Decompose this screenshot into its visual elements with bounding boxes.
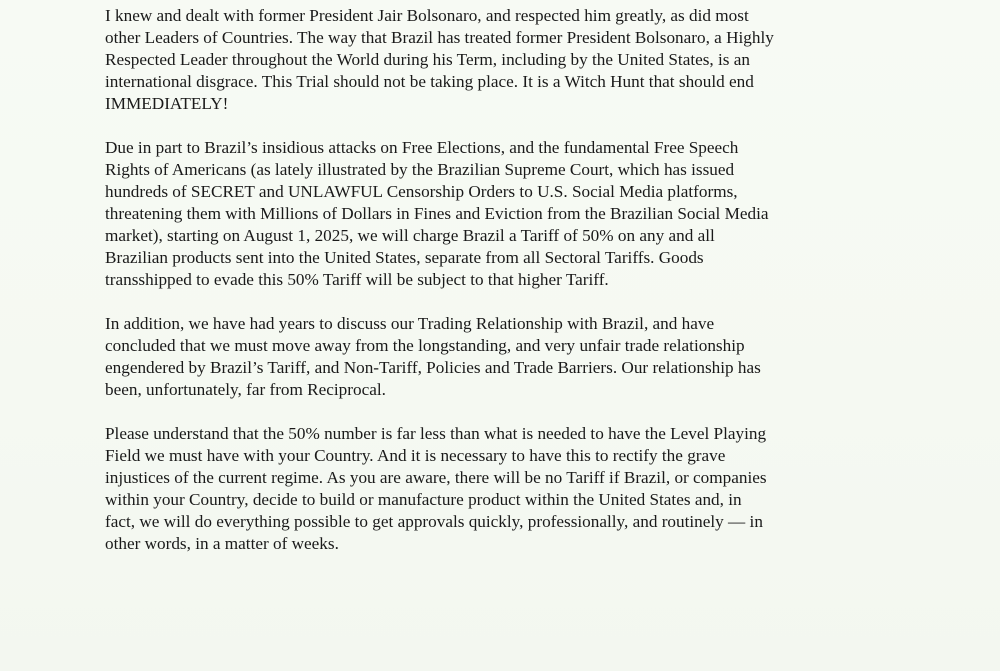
paragraph-level-playing-field — [105, 423, 885, 555]
text-line: been, unfortunately, far from Reciprocal. — [105, 380, 386, 399]
text-line: injustices of the current regime. As you are aware, there will be no Tariff if Brazil, or companies — [105, 468, 767, 487]
text-line: hundreds of SECRET and UNLAWFUL Censorship Orders to U.S. Social Media platforms, — [105, 182, 738, 201]
text-line: Rights of Americans (as lately illustrated by the Brazilian Supreme Court, which has issued — [105, 160, 735, 179]
paragraph-trade-relationship — [105, 313, 885, 401]
text-line: within your Country, decide to build or manufacture product within the United States and, in — [105, 490, 742, 509]
text-line: Brazilian products sent into the United States, separate from all Sectoral Tariffs. Goods — [105, 248, 704, 267]
text-line: Field we must have with your Country. And it is necessary to have this to rectify the grave — [105, 446, 726, 465]
text-line: IMMEDIATELY! — [105, 94, 229, 113]
text-line: fact, we will do everything possible to get approvals quickly, professionally, and routinely — in — [105, 512, 763, 531]
letter-body — [105, 5, 885, 577]
text-line: market), starting on August 1, 2025, we will charge Brazil a Tariff of 50% on any and all — [105, 226, 715, 245]
text-line: other Leaders of Countries. The way that Brazil has treated former President Bolsonaro, a Highly — [105, 28, 774, 47]
text-line: Due in part to Brazil’s insidious attacks on Free Elections, and the fundamental Free Speech — [105, 138, 739, 157]
text-line: engendered by Brazil’s Tariff, and Non-Tariff, Policies and Trade Barriers. Our relationship has — [105, 358, 761, 377]
paragraph-bolsonaro — [105, 5, 885, 115]
text-line: international disgrace. This Trial should not be taking place. It is a Witch Hunt that should end — [105, 72, 754, 91]
text-line: In addition, we have had years to discuss our Trading Relationship with Brazil, and have — [105, 314, 715, 333]
text-line: I knew and dealt with former President Jair Bolsonaro, and respected him greatly, as did most — [105, 6, 749, 25]
text-line: Please understand that the 50% number is far less than what is needed to have the Level Playing — [105, 424, 767, 443]
paragraph-tariff — [105, 137, 885, 291]
text-line: threatening them with Millions of Dollars in Fines and Eviction from the Brazilian Social Media — [105, 204, 769, 223]
text-line: Respected Leader throughout the World during his Term, including by the United States, is an — [105, 50, 750, 69]
text-line: concluded that we must move away from the longstanding, and very unfair trade relationship — [105, 336, 745, 355]
text-line: transshipped to evade this 50% Tariff will be subject to that higher Tariff. — [105, 270, 609, 289]
text-line: other words, in a matter of weeks. — [105, 534, 339, 553]
